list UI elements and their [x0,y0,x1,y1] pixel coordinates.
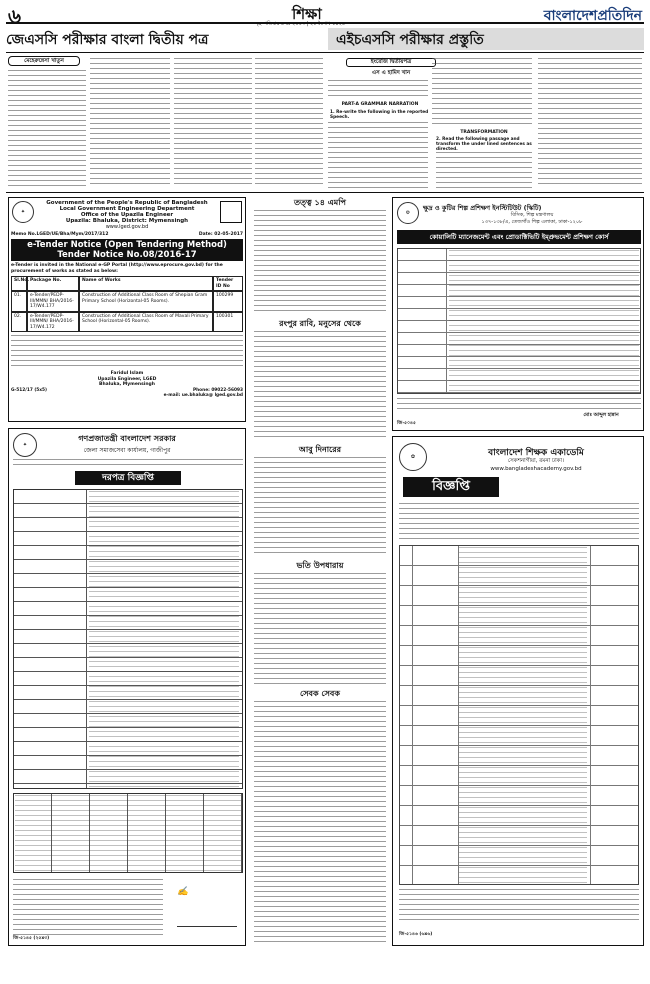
row2-package: e-Tender/PEDP-III/MMN/ BHA/2016-17/W4.172 [27,312,79,333]
news-heading-4: ভতি উপধারায় [296,560,344,570]
english-intro-text [328,80,428,100]
memo-number: Memo No.LGED/UE/Bha/Mym/2017/312 [11,232,109,237]
academy-table-text [459,547,587,883]
section-divider-top [6,192,644,193]
tender-number: Tender Notice No.08/2016-17 [57,250,197,260]
narration-text-2 [432,58,532,128]
row1-works: Construction of Additional Class Room of Shepian Gram Primary School (Horizontal-05 Rooms). [79,291,213,312]
lged-logo [220,201,242,223]
news-body-4 [254,573,386,685]
issue-date: বৃহস্পতিবার ৪ মে ২০১৭ | ২১ বৈশাখ ১৪২৪ [256,21,346,27]
col-sl: Sl.No. [11,276,27,291]
tender-title: e-Tender Notice (Open Tendering Method) [27,240,227,250]
banner-divider [6,52,644,53]
tender-ref: G-512/17 (5x5) [11,387,48,393]
newspaper-logo: বাংলাদেশপ্রতিদিন [543,8,642,24]
gazipur-table-text [89,491,239,787]
transformation-heading: TRANSFORMATION [460,130,508,135]
academy-notice [392,436,644,946]
jsc-question-text-4 [255,58,323,188]
academy-subtitle: সেকশনাগীয়া, রমনা ঢাকা। [507,458,565,464]
org-line-2: Local Government Engineering Department [59,206,195,212]
org-line-3: Office of the Upazila Engineer [80,212,174,218]
row2-sl: 02. [11,312,27,333]
news-body-2 [254,331,386,441]
signer-name: Faridul Islam [110,371,144,376]
gazipur-line-1: গণপ্রজাতন্ত্রী বাংলাদেশ সরকার [78,433,176,443]
bscic-title: ক্ষুদ্র ও কুটির শিল্প প্রশিক্ষণ ইনস্টিটিউট (স্কিটি) [423,204,542,212]
bscic-footer-text [397,398,641,410]
signer-place: Bhaluka, Mymensingh [99,382,155,387]
english-author: এস এ হামিদ খান [371,70,411,76]
bscic-signer: মোঃ আব্দুল হান্নান [583,413,619,418]
news-body-3 [254,457,386,555]
narration-question: 1. Re-write the following in the reported Speech. [330,110,429,120]
signer-title: Upazila Engineer, LGED [97,376,157,382]
jsc-question-text-2 [90,58,170,188]
gazipur-ref: জি-৫১৪৫ (২৫x৩) [13,936,50,941]
narration-heading: PART-A GRAMMAR NARRATION [341,102,419,107]
tender-phone: Phone: 09022-56093 [192,387,243,393]
gazipur-line-2: জেলা সমাজসেবা কার্যালয়, গাজীপুর [83,447,171,454]
bscic-course-banner: কোয়ালিটি ম্যানেজমেন্ট এবং প্রোডাক্টিভিটি ইম্প্রুভমেন্ট প্রশিক্ষণ কোর্স [397,230,641,244]
gazipur-title: দরপত্র বিজ্ঞপ্তি [75,471,181,485]
page-number: ৬ [8,4,22,28]
org-website: www.lged.gov.bd [105,224,149,230]
teacher-name-tag: মেহেরুন্নেসা খাতুন [8,56,80,66]
row1-tender-id: 100299 [213,291,243,312]
org-line-4: Upazila: Bhaluka, District: Mymensingh [65,218,189,224]
academy-website: www.bangladeshacademy.gov.bd [490,466,582,472]
academy-label: বিজ্ঞপ্তি [403,477,499,497]
hsc-banner: এইচএসসি পরীক্ষার প্রস্তুতি [328,28,644,50]
news-heading-1: তত্ত্ব ১৪ এমপি [294,197,346,207]
page-header [6,4,644,28]
tender-body-text [11,335,243,369]
gazipur-signature: ✍ [177,887,237,927]
news-body-5 [254,701,386,945]
tender-email: e-mail: ue.bhaluka@ lged.gov.bd [163,392,243,398]
govt-seal: ✦ [12,201,34,223]
academy-footer-text [399,889,639,923]
bscic-logo: ⚙ [397,202,419,224]
bscic-ref: জি-৫০৪৫ [397,421,416,426]
bscic-subtitle: বিসিক, শিল্প মন্ত্রণালয় [510,212,554,218]
english-title: ইংরেজি দ্বিতীয়পত্র [346,58,436,67]
academy-intro-text [399,503,639,541]
narration-text-1 [328,122,428,188]
answers-text [538,58,642,188]
col-package: Package No. [27,276,79,291]
transformation-text [436,152,532,188]
col-works: Name of Works [79,276,213,291]
news-heading-2: রংপুর রাবি, মনুসের থেকে [279,318,361,328]
bscic-notice [392,197,644,431]
jsc-banner: জেএসসি পরীক্ষার বাংলা দ্বিতীয় পত্র [6,32,209,48]
jsc-question-text-1 [8,70,86,188]
academy-logo: ✿ [399,443,427,471]
academy-title: বাংলাদেশ শিক্ষক একাডেমি [488,448,584,458]
tender-intro: e-Tender is invited in the National e-GP Portal (http://www.eprocure.gov.bd) for the procurement of works as stated as below: [11,263,223,274]
bscic-table-text [449,250,639,392]
memo-date: Date: 02-05-2017 [198,232,243,237]
gazipur-seal: ✦ [13,433,37,457]
academy-ref: জি-৫১৪৬ (৬x৬) [399,932,433,937]
row1-sl: 01. [11,291,27,312]
gazipur-tender-notice [8,428,246,946]
gazipur-footer-text [13,879,163,935]
row2-tender-id: 100301 [213,312,243,333]
jsc-question-text-3 [174,58,252,188]
org-line-1: Government of the People's Republic of Bangladesh [46,200,208,206]
news-body-1 [254,210,386,315]
transformation-question: 2. Read the following passage and transform the under lined sentences as directed. [436,137,532,152]
col-tender-id: Tender ID No [213,276,243,291]
lged-tender-notice [8,197,246,422]
news-heading-5: সেবক সেবক [300,688,340,698]
row1-package: e-Tender/PEDP-III/MMN/ BHA/2016-17/W4.177 [27,291,79,312]
bscic-address: ১৩৭-১৩৮/এ, তেজগাঁও শিল্প এলাকা, ঢাকা-১২০৮ [481,219,583,225]
gazipur-memo-line [13,459,243,465]
row2-works: Construction of Additional Class Room of Mavali Primary School (Horizontal-05 Rooms). [79,312,213,333]
section-title: শিক্ষা [292,5,322,23]
news-heading-3: আবু দিনারের [298,444,342,454]
gazipur-item-text [15,795,241,871]
